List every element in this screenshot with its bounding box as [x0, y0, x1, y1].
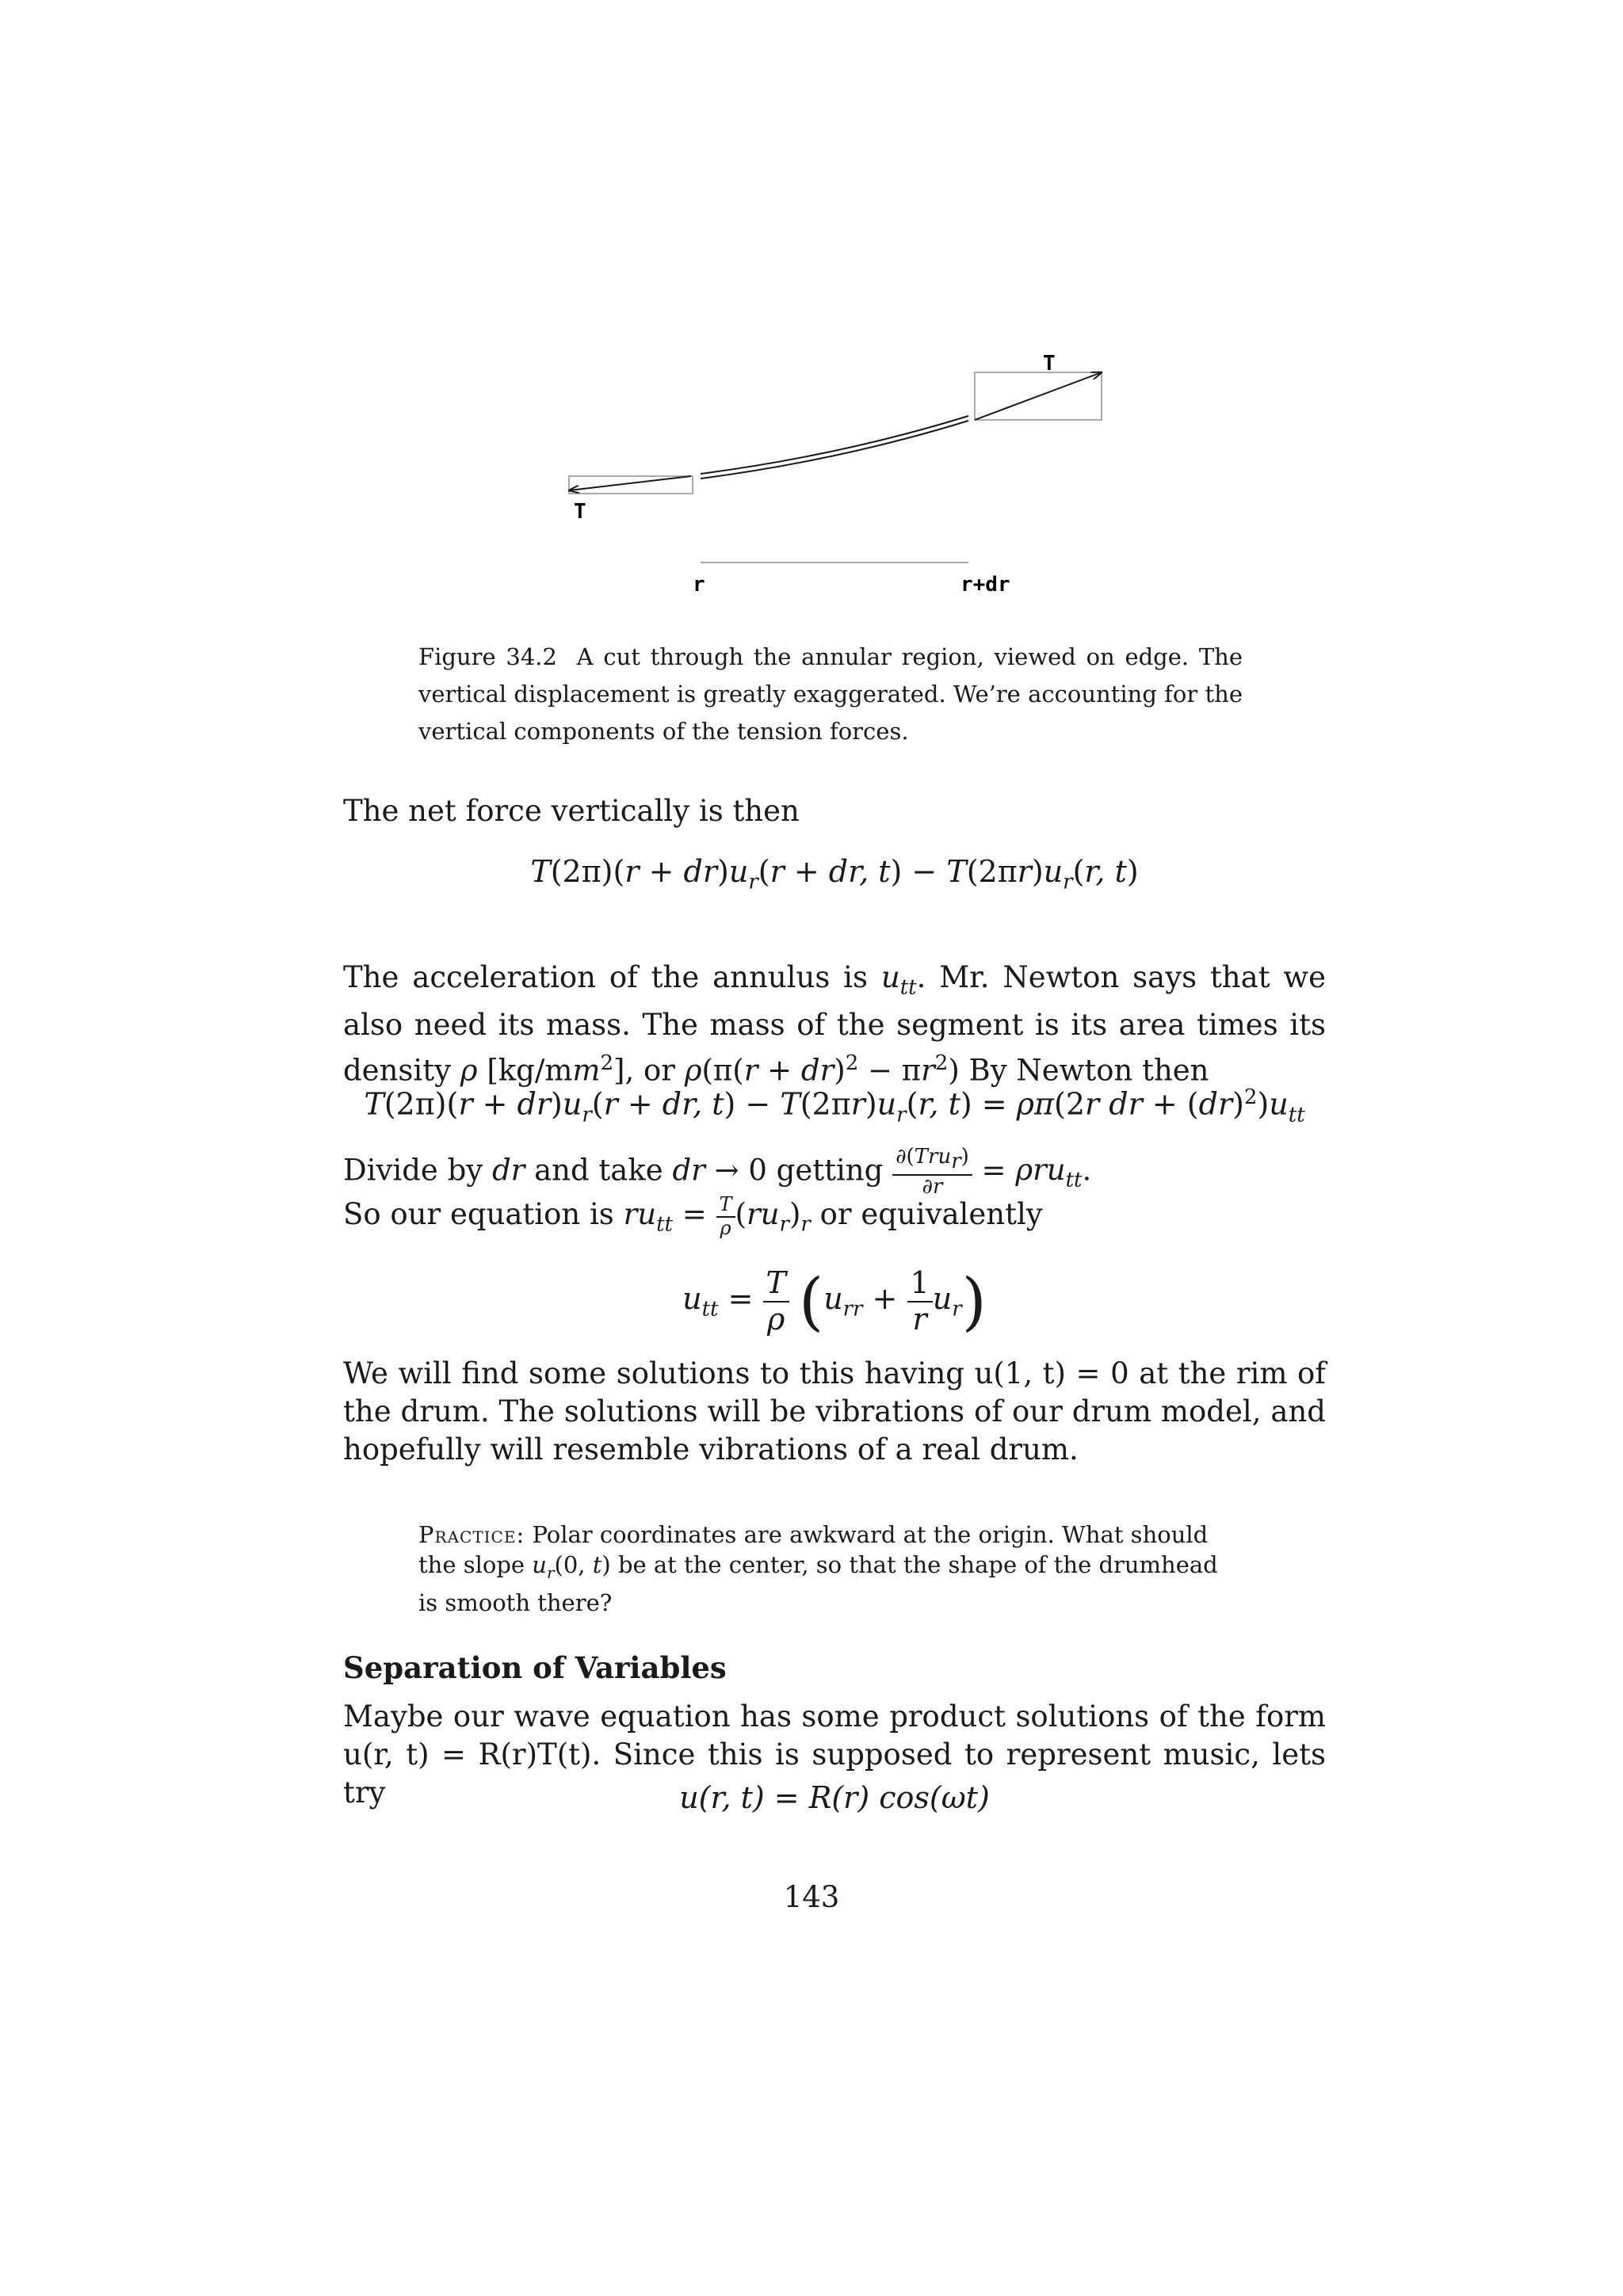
- paragraph-solutions: We will find some solutions to this having u(1, t) = 0 at the rim of the drum. The solutions will be vibrations of our drum model, and hopefully will resemble vibrations of a real drum.: [343, 1356, 1326, 1466]
- paragraph-equation: So our equation is $ru_{tt}$ = $\frac{T}{\rho}$ $(ru_r)_r$ or equivalently: [343, 1192, 1043, 1239]
- caption-text: A cut through the annular region, viewed on edge. The vertical displacement is greatly exaggerated. We’re accounting for the vertical components of the tension forces.: [418, 643, 1243, 745]
- r-plus-dr-label: r+dr: [960, 573, 1010, 597]
- paragraph-net-force: The net force vertically is then: [343, 794, 800, 828]
- equation-net-force: $T(2\pi)(r + dr)u_r(r$ + dr, $t) - T(2\pi r)u_r(r$, t): [530, 854, 1139, 894]
- practice-label: Practice:: [418, 1521, 525, 1548]
- equation-product-solution: u(r, t) = R(r) cos(ωt): [679, 1780, 990, 1815]
- membrane-segment: [701, 416, 968, 474]
- paragraph-separation: Maybe our wave equation has some product solutions of the form u(r, t) = R(r)T(t). Since this is supposed to represent music, lets try: [343, 1699, 1326, 1810]
- paragraph-divide: Divide by dr and take dr → 0 getting $\frac{\partial(Tru_r)}{\partial r}$ = ρru$_{tt}$.: [343, 1145, 1092, 1199]
- practice-box: Practice: Polar coordinates are awkward at the origin. What should the slope $u_r(0$, t) be at the center, so that the shape of the drumhead is smooth there?: [418, 1521, 1218, 1616]
- right-tension-arrow: [975, 372, 1102, 420]
- left-tension-arrow: [569, 476, 691, 490]
- paragraph-acceleration: The acceleration of the annulus is $u_{tt}$. Mr. Newton says that we also need its mass. The mass of the segment is its area times its density ρ $[kg/mm^2]$, or $\rho(\pi(r + dr)^2 - \pi r^2)$ By Newton then: [343, 960, 1326, 1088]
- tension-label-bottom: T: [574, 500, 586, 524]
- equation-polar-wave: $u_{tt}$ = $\frac{T}{\rho}$ ($u_{rr}$ + $\frac{1}{r}$ $u_r$): [682, 1264, 987, 1338]
- page-number: 143: [783, 1880, 840, 1914]
- section-heading: Separation of Variables: [343, 1650, 727, 1685]
- figure-number: Figure 34.2: [418, 643, 557, 670]
- r-label: r: [693, 573, 705, 597]
- annulus-edge-diagram: [0, 0, 1623, 618]
- figure-caption: [418, 639, 1243, 750]
- tension-label-top: T: [1043, 352, 1056, 376]
- equation-newton: $T(2\pi)(r + dr)u_r(r$ + dr, $t) - T(2\pi r)u_r(r$, t) = ρπ(2r dr + $(dr)^2)u_{tt}$: [364, 1085, 1305, 1127]
